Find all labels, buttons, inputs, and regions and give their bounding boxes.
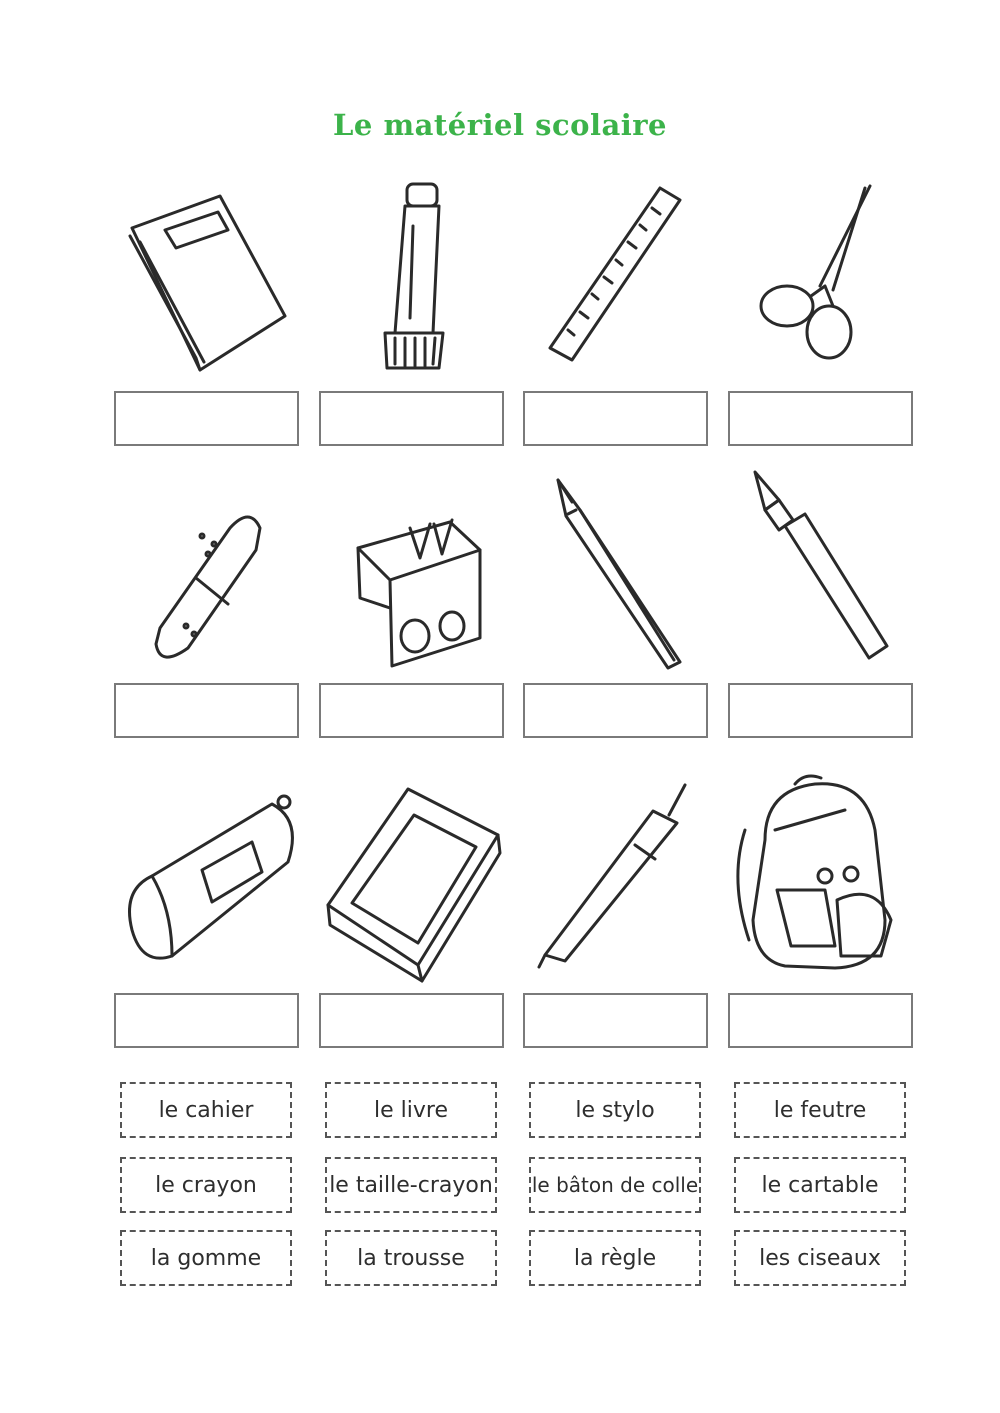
pencil-case-icon: [112, 780, 302, 990]
ruler-icon: [520, 178, 710, 388]
word-card[interactable]: la gomme: [120, 1230, 292, 1286]
scissors-icon: [725, 178, 915, 388]
word-card[interactable]: le stylo: [529, 1082, 701, 1138]
book-icon: [318, 775, 508, 985]
word-card[interactable]: le crayon: [120, 1157, 292, 1213]
answer-box[interactable]: [728, 391, 913, 446]
answer-box[interactable]: [728, 993, 913, 1048]
answer-box[interactable]: [319, 993, 504, 1048]
notebook-icon: [110, 178, 300, 388]
pencil-icon: [530, 470, 720, 680]
word-card[interactable]: le bâton de colle: [529, 1157, 701, 1213]
answer-box[interactable]: [523, 993, 708, 1048]
word-card[interactable]: le cahier: [120, 1082, 292, 1138]
answer-box[interactable]: [523, 391, 708, 446]
pencil-sharpener-icon: [330, 488, 520, 698]
word-card[interactable]: le taille-crayon: [325, 1157, 497, 1213]
answer-box[interactable]: [114, 993, 299, 1048]
word-card[interactable]: la règle: [529, 1230, 701, 1286]
answer-box[interactable]: [319, 391, 504, 446]
answer-box[interactable]: [523, 683, 708, 738]
word-card[interactable]: la trousse: [325, 1230, 497, 1286]
answer-box[interactable]: [114, 391, 299, 446]
answer-box[interactable]: [114, 683, 299, 738]
word-card[interactable]: le livre: [325, 1082, 497, 1138]
pen-icon: [525, 775, 715, 985]
marker-icon: [735, 462, 925, 672]
word-card[interactable]: les ciseaux: [734, 1230, 906, 1286]
glue-stick-icon: [315, 178, 505, 388]
answer-box[interactable]: [319, 683, 504, 738]
word-card[interactable]: le cartable: [734, 1157, 906, 1213]
eraser-icon: [120, 468, 310, 678]
answer-box[interactable]: [728, 683, 913, 738]
worksheet-title: Le matériel scolaire: [333, 108, 667, 142]
word-card[interactable]: le feutre: [734, 1082, 906, 1138]
backpack-icon: [725, 770, 915, 980]
